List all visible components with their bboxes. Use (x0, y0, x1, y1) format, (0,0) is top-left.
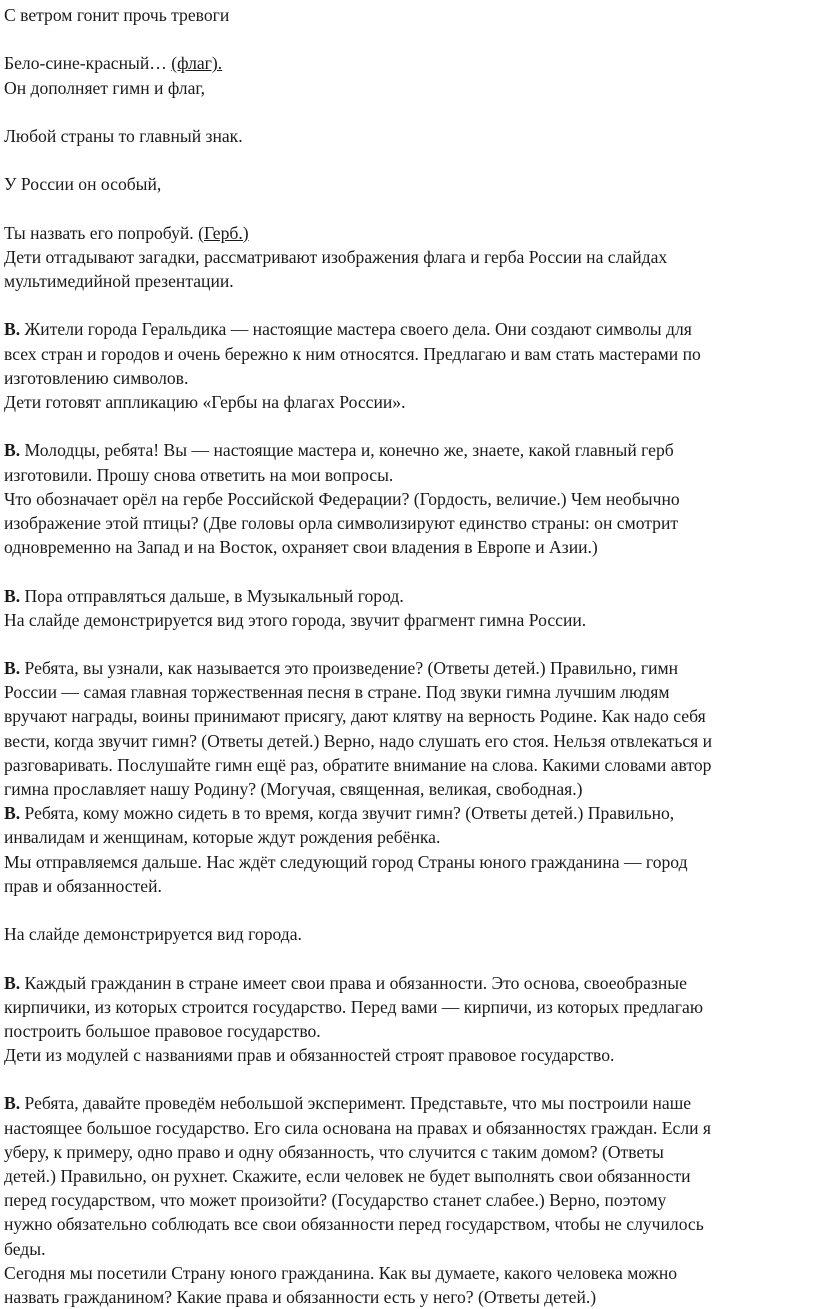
riddle-line: У России он особый, (4, 174, 162, 195)
riddle-line: Любой страны то главный знак. (4, 125, 243, 146)
paragraph-line: На слайде демонстрируется вид города. (4, 924, 302, 945)
riddle-answer-flag: (флаг). (171, 53, 223, 74)
blank-line (4, 946, 812, 970)
blank-line (4, 27, 812, 51)
paragraph-line: На слайде демонстрируется вид этого города, звучит фрагмент гимна России. (4, 609, 587, 630)
paragraph-line: Дети готовят аппликацию «Гербы на флагах России». (4, 392, 406, 412)
blank-line (4, 197, 812, 221)
blank-line (4, 1067, 812, 1091)
paragraph-line: Что обозначает орёл на гербе Российской Федерации? (Гордость, величие.) Чем необычно (4, 488, 680, 509)
speaker-label: В. (4, 585, 21, 606)
speaker-label: В. (4, 803, 21, 824)
paragraph-line: беды. (4, 1238, 46, 1259)
paragraph-line: В. Каждый гражданин в стране имеет свои права и обязанности. Это основа, своеобразные (4, 972, 687, 993)
paragraph-line: В. Пора отправляться дальше, в Музыкальный город. (4, 585, 404, 606)
riddle-line (4, 221, 812, 245)
paragraph-line: инвалидам и женщинам, которые ждут рождения ребёнка. (4, 827, 441, 848)
paragraph-line: В. Молодцы, ребята! Вы — настоящие мастера и, конечно же, знаете, какой главный герб (4, 440, 674, 461)
paragraph-line: В. Ребята, давайте проведём небольшой эксперимент. Представьте, что мы построили наше (4, 1093, 692, 1114)
riddle-text: Бело-сине-красный… (4, 53, 172, 74)
riddle-answer-emblem: (Герб.) (198, 222, 249, 243)
paragraph-line: В. Ребята, кому можно сидеть в то время, когда звучит гимн? (Ответы детей.) Правильно, (4, 803, 675, 824)
paragraph-line: настоящее большое государство. Его сила основана на правах и обязанностях граждан. Если я (4, 1117, 712, 1138)
paragraph-line: изготовлению символов. (4, 367, 189, 388)
paragraph-line: мультимедийной презентации. (4, 271, 234, 292)
paragraph-line: перед государством, что может произойти? (Государство станет слабее.) Верно, поэтому (4, 1190, 667, 1211)
speaker-label: В. (4, 658, 21, 679)
paragraph-line: В. Ребята, вы узнали, как называется это произведение? (Ответы детей.) Правильно, гимн (4, 658, 679, 679)
paragraph-line: всех стран и городов и очень бережно к ним относятся. Предлагаю и вам стать мастерами по (4, 343, 701, 364)
paragraph-line: разговаривать. Послушайте гимн ещё раз, обратите внимание на слова. Какими словами автор (4, 754, 712, 775)
speaker-label: В. (4, 440, 21, 461)
paragraph-line: нужно обязательно соблюдать все свои обязанности перед государством, чтобы не случилось (4, 1214, 704, 1235)
paragraph-line: изготовили. Прошу снова ответить на мои вопросы. (4, 464, 394, 485)
riddle-line: Он дополняет гимн и флаг, (4, 77, 206, 98)
paragraph-line: прав и обязанностей. (4, 875, 162, 896)
paragraph-line: одновременно на Запад и на Восток, охраняет свои владения в Европе и Азии.) (4, 537, 598, 558)
paragraph-line: Сегодня мы посетили Страну юного гражданина. Как вы думаете, какого человека можно (4, 1262, 678, 1283)
blank-line (4, 293, 812, 317)
riddle-line (4, 51, 812, 75)
paragraph-line: В. Жители города Геральдика — настоящие мастера своего дела. Они создают символы для (4, 319, 692, 340)
paragraph-line: гимна прославляет нашу Родину? (Могучая, священная, великая, свободная.) (4, 779, 583, 799)
riddle-line: С ветром гонит прочь тревоги (4, 5, 230, 25)
blank-line (4, 632, 812, 656)
speaker-label: В. (4, 1093, 21, 1114)
paragraph-line: Дети отгадывают загадки, рассматривают изображения флага и герба России на слайдах (4, 246, 668, 267)
paragraph-line: Мы отправляемся дальше. Нас ждёт следующий город Страны юного гражданина — город (4, 851, 688, 872)
paragraph-line: построить большое правовое государство. (4, 1020, 321, 1041)
speaker-label: В. (4, 319, 21, 340)
blank-line (4, 559, 812, 583)
blank-line (4, 100, 812, 124)
blank-line (4, 414, 812, 438)
riddle-text: Ты назвать его попробуй. (4, 222, 199, 243)
paragraph-line: уберу, к примеру, одно право и одну обязанность, что случится с таким домом? (Ответы (4, 1141, 664, 1162)
speaker-label: В. (4, 972, 21, 993)
paragraph-line: вести, когда звучит гимн? (Ответы детей.) Верно, надо слушать его стоя. Нельзя отвлекаться и (4, 730, 713, 751)
paragraph-line: России — самая главная торжественная песня в стране. Под звуки гимна лучшим людям (4, 682, 670, 703)
blank-line (4, 148, 812, 172)
blank-line (4, 898, 812, 922)
paragraph-line: Дети из модулей с названиями прав и обязанностей строят правовое государство. (4, 1045, 615, 1066)
paragraph-line: кирпичики, из которых строится государство. Перед вами — кирпичи, из которых предлагаю (4, 996, 703, 1017)
paragraph-line: детей.) Правильно, он рухнет. Скажите, если человек не будет выполнять свои обязанности (4, 1166, 691, 1186)
paragraph-line: изображение этой птицы? (Две головы орла символизируют единство страны: он смотрит (4, 512, 679, 533)
paragraph-line: вручают награды, воины принимают присягу, дают клятву на верность Родине. Как надо себя (4, 706, 706, 727)
paragraph-line: назвать гражданином? Какие права и обязанности есть у него? (Ответы детей.) (4, 1286, 597, 1307)
